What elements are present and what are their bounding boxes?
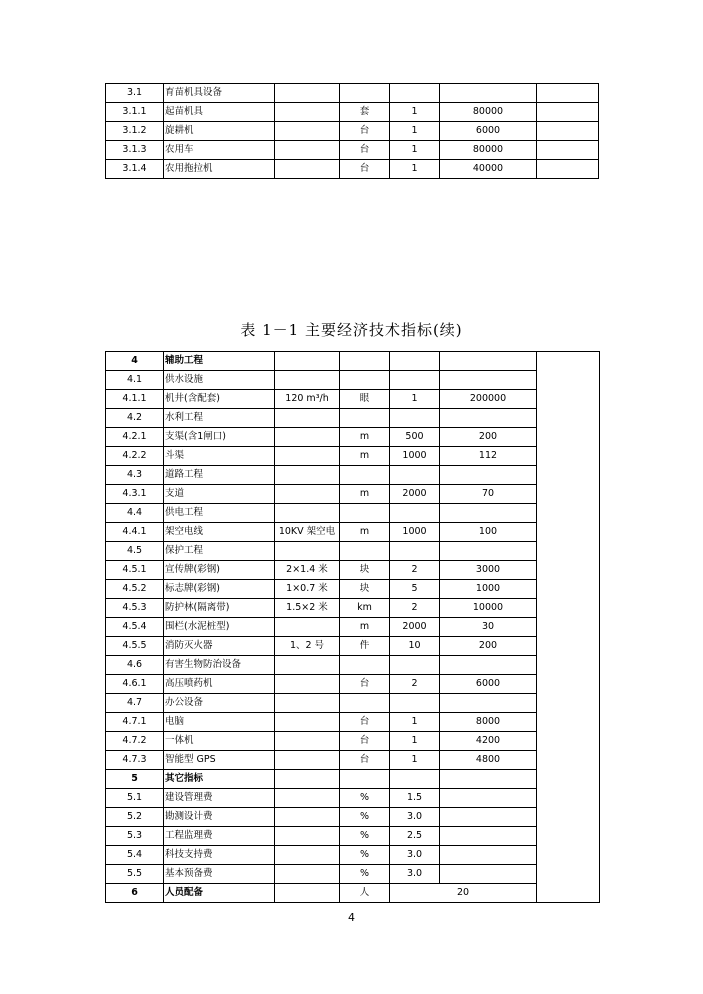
row-name: 办公设备 bbox=[164, 694, 275, 713]
row-spec bbox=[275, 751, 340, 770]
row-unit: 台 bbox=[340, 141, 390, 160]
row-amount: 4200 bbox=[440, 732, 537, 751]
row-code: 4.7.2 bbox=[106, 732, 164, 751]
row-spec: 1.5×2 米 bbox=[275, 599, 340, 618]
row-name: 旋耕机 bbox=[164, 122, 275, 141]
row-amount bbox=[440, 542, 537, 561]
row-code: 4.2.1 bbox=[106, 428, 164, 447]
row-amount bbox=[440, 827, 537, 846]
row-name: 辅助工程 bbox=[164, 352, 275, 371]
table-row bbox=[106, 694, 600, 713]
row-code: 4.5.5 bbox=[106, 637, 164, 656]
row-amount: 40000 bbox=[440, 160, 537, 179]
row-amount bbox=[440, 84, 537, 103]
row-unit: m bbox=[340, 447, 390, 466]
row-code: 4.3 bbox=[106, 466, 164, 485]
row-spec: 10KV 架空电 bbox=[275, 523, 340, 542]
row-spec bbox=[275, 808, 340, 827]
row-amount bbox=[440, 656, 537, 675]
row-amount: 200000 bbox=[440, 390, 537, 409]
table-title: 表 1－1 主要经济技术指标(续) bbox=[240, 321, 463, 339]
row-unit: 台 bbox=[340, 751, 390, 770]
row-name: 水利工程 bbox=[164, 409, 275, 428]
row-unit: km bbox=[340, 599, 390, 618]
row-code: 4.7.3 bbox=[106, 751, 164, 770]
table-row bbox=[106, 865, 600, 884]
row-unit: 台 bbox=[340, 160, 390, 179]
row-spec bbox=[275, 466, 340, 485]
table-row bbox=[106, 542, 600, 561]
row-code: 3.1.1 bbox=[106, 103, 164, 122]
row-code: 4.1.1 bbox=[106, 390, 164, 409]
row-amount bbox=[440, 371, 537, 390]
row-amount: 8000 bbox=[440, 713, 537, 732]
table-row bbox=[106, 789, 600, 808]
row-spec bbox=[275, 846, 340, 865]
table-row bbox=[106, 713, 600, 732]
row-spec: 1×0.7 米 bbox=[275, 580, 340, 599]
row-spec bbox=[275, 122, 340, 141]
row-code: 3.1.2 bbox=[106, 122, 164, 141]
row-amount bbox=[440, 770, 537, 789]
row-name: 建设管理费 bbox=[164, 789, 275, 808]
table-row bbox=[106, 846, 600, 865]
row-amount: 6000 bbox=[440, 122, 537, 141]
row-unit bbox=[340, 409, 390, 428]
row-name: 育苗机具设备 bbox=[164, 84, 275, 103]
row-name: 高压喷药机 bbox=[164, 675, 275, 694]
row-name: 农用车 bbox=[164, 141, 275, 160]
row-quantity: 3.0 bbox=[390, 865, 440, 884]
row-spec bbox=[275, 865, 340, 884]
table-row-staffing bbox=[106, 884, 600, 903]
row-name: 道路工程 bbox=[164, 466, 275, 485]
row-code: 4.2 bbox=[106, 409, 164, 428]
table-row bbox=[106, 808, 600, 827]
row-unit bbox=[340, 542, 390, 561]
row-spec bbox=[275, 675, 340, 694]
row-amount: 200 bbox=[440, 637, 537, 656]
row-code: 5.5 bbox=[106, 865, 164, 884]
row-spec bbox=[275, 447, 340, 466]
row-name: 标志牌(彩钢) bbox=[164, 580, 275, 599]
row-unit: 台 bbox=[340, 675, 390, 694]
row-amount: 10000 bbox=[440, 599, 537, 618]
row-name: 勘测设计费 bbox=[164, 808, 275, 827]
row-code: 4.4 bbox=[106, 504, 164, 523]
row-spec bbox=[275, 103, 340, 122]
row-unit: 块 bbox=[340, 561, 390, 580]
row-quantity: 1000 bbox=[390, 447, 440, 466]
table-row bbox=[106, 580, 600, 599]
row-name: 人员配备 bbox=[164, 884, 275, 903]
row-code: 5 bbox=[106, 770, 164, 789]
row-quantity: 2 bbox=[390, 675, 440, 694]
row-unit bbox=[340, 352, 390, 371]
row-spec bbox=[275, 371, 340, 390]
row-name: 一体机 bbox=[164, 732, 275, 751]
row-amount bbox=[440, 865, 537, 884]
row-unit: m bbox=[340, 485, 390, 504]
row-unit bbox=[340, 466, 390, 485]
row-unit: 台 bbox=[340, 732, 390, 751]
row-amount: 112 bbox=[440, 447, 537, 466]
row-quantity: 2 bbox=[390, 561, 440, 580]
row-name: 农用拖拉机 bbox=[164, 160, 275, 179]
row-spec: 2×1.4 米 bbox=[275, 561, 340, 580]
row-name: 工程监理费 bbox=[164, 827, 275, 846]
row-unit bbox=[340, 694, 390, 713]
row-unit: % bbox=[340, 865, 390, 884]
row-code: 4.5.1 bbox=[106, 561, 164, 580]
row-code: 4.1 bbox=[106, 371, 164, 390]
row-code: 4.5.4 bbox=[106, 618, 164, 637]
row-amount: 4800 bbox=[440, 751, 537, 770]
row-name: 支道 bbox=[164, 485, 275, 504]
row-unit: 件 bbox=[340, 637, 390, 656]
row-remark bbox=[537, 160, 599, 179]
row-unit bbox=[340, 656, 390, 675]
row-name: 宣传牌(彩钢) bbox=[164, 561, 275, 580]
row-name: 机井(含配套) bbox=[164, 390, 275, 409]
row-remark bbox=[537, 122, 599, 141]
row-unit: m bbox=[340, 428, 390, 447]
row-code: 4.6.1 bbox=[106, 675, 164, 694]
row-amount: 1000 bbox=[440, 580, 537, 599]
row-code: 4.4.1 bbox=[106, 523, 164, 542]
remark-column bbox=[537, 352, 600, 903]
row-name: 供水设施 bbox=[164, 371, 275, 390]
row-unit bbox=[340, 770, 390, 789]
row-spec bbox=[275, 618, 340, 637]
row-quantity: 1 bbox=[390, 160, 440, 179]
row-code: 5.2 bbox=[106, 808, 164, 827]
table-row bbox=[106, 561, 600, 580]
row-quantity: 2000 bbox=[390, 485, 440, 504]
row-staff-count: 20 bbox=[390, 884, 537, 903]
row-name: 其它指标 bbox=[164, 770, 275, 789]
row-amount bbox=[440, 504, 537, 523]
row-quantity bbox=[390, 371, 440, 390]
row-amount: 6000 bbox=[440, 675, 537, 694]
row-unit: % bbox=[340, 808, 390, 827]
row-quantity: 2 bbox=[390, 599, 440, 618]
row-quantity bbox=[390, 504, 440, 523]
row-amount bbox=[440, 694, 537, 713]
row-quantity bbox=[390, 656, 440, 675]
row-spec bbox=[275, 160, 340, 179]
row-amount bbox=[440, 808, 537, 827]
row-spec bbox=[275, 770, 340, 789]
row-code: 5.3 bbox=[106, 827, 164, 846]
row-spec bbox=[275, 409, 340, 428]
table-row bbox=[106, 751, 600, 770]
row-unit bbox=[340, 504, 390, 523]
row-name: 基本预备费 bbox=[164, 865, 275, 884]
row-quantity: 10 bbox=[390, 637, 440, 656]
row-spec: 120 m³/h bbox=[275, 390, 340, 409]
row-spec bbox=[275, 352, 340, 371]
row-unit: % bbox=[340, 846, 390, 865]
row-remark bbox=[537, 141, 599, 160]
row-name: 起苗机具 bbox=[164, 103, 275, 122]
row-spec bbox=[275, 827, 340, 846]
row-name: 围栏(水泥桩型) bbox=[164, 618, 275, 637]
row-quantity bbox=[390, 352, 440, 371]
row-quantity: 1 bbox=[390, 103, 440, 122]
row-code: 4.7.1 bbox=[106, 713, 164, 732]
row-spec bbox=[275, 504, 340, 523]
row-spec bbox=[275, 694, 340, 713]
table-row bbox=[106, 428, 600, 447]
row-spec: 1、2 号 bbox=[275, 637, 340, 656]
row-unit: 台 bbox=[340, 713, 390, 732]
row-unit: 块 bbox=[340, 580, 390, 599]
table-row bbox=[106, 390, 600, 409]
page-number: 4 bbox=[348, 911, 355, 924]
row-name: 支渠(含1闸口) bbox=[164, 428, 275, 447]
row-amount bbox=[440, 409, 537, 428]
row-amount bbox=[440, 846, 537, 865]
row-name: 架空电线 bbox=[164, 523, 275, 542]
row-amount: 100 bbox=[440, 523, 537, 542]
row-name: 斗渠 bbox=[164, 447, 275, 466]
row-name: 有害生物防治设备 bbox=[164, 656, 275, 675]
table-row bbox=[106, 447, 600, 466]
table-row bbox=[106, 141, 599, 160]
table-row bbox=[106, 485, 600, 504]
table-row bbox=[106, 409, 600, 428]
row-spec bbox=[275, 84, 340, 103]
row-code: 4 bbox=[106, 352, 164, 371]
table-row bbox=[106, 466, 600, 485]
equipment-table-continued bbox=[105, 83, 599, 179]
row-quantity: 1.5 bbox=[390, 789, 440, 808]
row-remark bbox=[537, 103, 599, 122]
table-row bbox=[106, 371, 600, 390]
row-spec bbox=[275, 542, 340, 561]
row-code: 5.1 bbox=[106, 789, 164, 808]
row-code: 4.7 bbox=[106, 694, 164, 713]
row-unit: 台 bbox=[340, 122, 390, 141]
row-code: 4.6 bbox=[106, 656, 164, 675]
table-row bbox=[106, 103, 599, 122]
row-spec bbox=[275, 713, 340, 732]
row-quantity: 1 bbox=[390, 751, 440, 770]
row-code: 5.4 bbox=[106, 846, 164, 865]
table-row bbox=[106, 160, 599, 179]
row-unit bbox=[340, 84, 390, 103]
row-name: 科技支持费 bbox=[164, 846, 275, 865]
row-quantity: 1000 bbox=[390, 523, 440, 542]
row-amount bbox=[440, 789, 537, 808]
row-quantity: 5 bbox=[390, 580, 440, 599]
row-code: 4.2.2 bbox=[106, 447, 164, 466]
row-quantity: 1 bbox=[390, 732, 440, 751]
row-spec bbox=[275, 732, 340, 751]
table-row bbox=[106, 599, 600, 618]
row-amount: 30 bbox=[440, 618, 537, 637]
table-row bbox=[106, 352, 600, 371]
table-row bbox=[106, 618, 600, 637]
row-spec bbox=[275, 428, 340, 447]
row-unit: m bbox=[340, 618, 390, 637]
row-name: 供电工程 bbox=[164, 504, 275, 523]
row-quantity: 1 bbox=[390, 713, 440, 732]
row-quantity bbox=[390, 542, 440, 561]
row-spec bbox=[275, 884, 340, 903]
row-name: 消防灭火器 bbox=[164, 637, 275, 656]
row-amount: 3000 bbox=[440, 561, 537, 580]
row-name: 防护林(隔离带) bbox=[164, 599, 275, 618]
row-quantity: 3.0 bbox=[390, 808, 440, 827]
row-spec bbox=[275, 656, 340, 675]
table-row bbox=[106, 675, 600, 694]
row-quantity: 500 bbox=[390, 428, 440, 447]
row-quantity bbox=[390, 694, 440, 713]
table-row bbox=[106, 523, 600, 542]
row-quantity bbox=[390, 770, 440, 789]
row-unit: m bbox=[340, 523, 390, 542]
row-unit: % bbox=[340, 789, 390, 808]
row-code: 4.5.2 bbox=[106, 580, 164, 599]
row-amount bbox=[440, 352, 537, 371]
row-quantity: 1 bbox=[390, 141, 440, 160]
table-row bbox=[106, 637, 600, 656]
row-name: 智能型 GPS bbox=[164, 751, 275, 770]
row-spec bbox=[275, 141, 340, 160]
row-unit: % bbox=[340, 827, 390, 846]
table-row bbox=[106, 827, 600, 846]
row-quantity: 2000 bbox=[390, 618, 440, 637]
row-unit bbox=[340, 371, 390, 390]
row-quantity: 1 bbox=[390, 122, 440, 141]
table-row bbox=[106, 122, 599, 141]
row-code: 6 bbox=[106, 884, 164, 903]
row-quantity bbox=[390, 84, 440, 103]
row-unit: 人 bbox=[340, 884, 390, 903]
row-quantity bbox=[390, 466, 440, 485]
row-unit: 套 bbox=[340, 103, 390, 122]
table-row bbox=[106, 770, 600, 789]
row-code: 3.1.3 bbox=[106, 141, 164, 160]
table-row bbox=[106, 504, 600, 523]
row-code: 4.3.1 bbox=[106, 485, 164, 504]
economic-indicators-table bbox=[105, 351, 600, 903]
row-code: 3.1 bbox=[106, 84, 164, 103]
row-spec bbox=[275, 789, 340, 808]
table-row bbox=[106, 84, 599, 103]
row-name: 电脑 bbox=[164, 713, 275, 732]
table-row bbox=[106, 656, 600, 675]
row-amount bbox=[440, 466, 537, 485]
row-unit: 眼 bbox=[340, 390, 390, 409]
row-code: 4.5.3 bbox=[106, 599, 164, 618]
row-quantity bbox=[390, 409, 440, 428]
table-row bbox=[106, 732, 600, 751]
row-code: 4.5 bbox=[106, 542, 164, 561]
row-name: 保护工程 bbox=[164, 542, 275, 561]
row-amount: 80000 bbox=[440, 103, 537, 122]
row-code: 3.1.4 bbox=[106, 160, 164, 179]
row-amount: 80000 bbox=[440, 141, 537, 160]
row-remark bbox=[537, 84, 599, 103]
row-amount: 200 bbox=[440, 428, 537, 447]
row-spec bbox=[275, 485, 340, 504]
row-quantity: 1 bbox=[390, 390, 440, 409]
row-quantity: 2.5 bbox=[390, 827, 440, 846]
row-amount: 70 bbox=[440, 485, 537, 504]
row-quantity: 3.0 bbox=[390, 846, 440, 865]
